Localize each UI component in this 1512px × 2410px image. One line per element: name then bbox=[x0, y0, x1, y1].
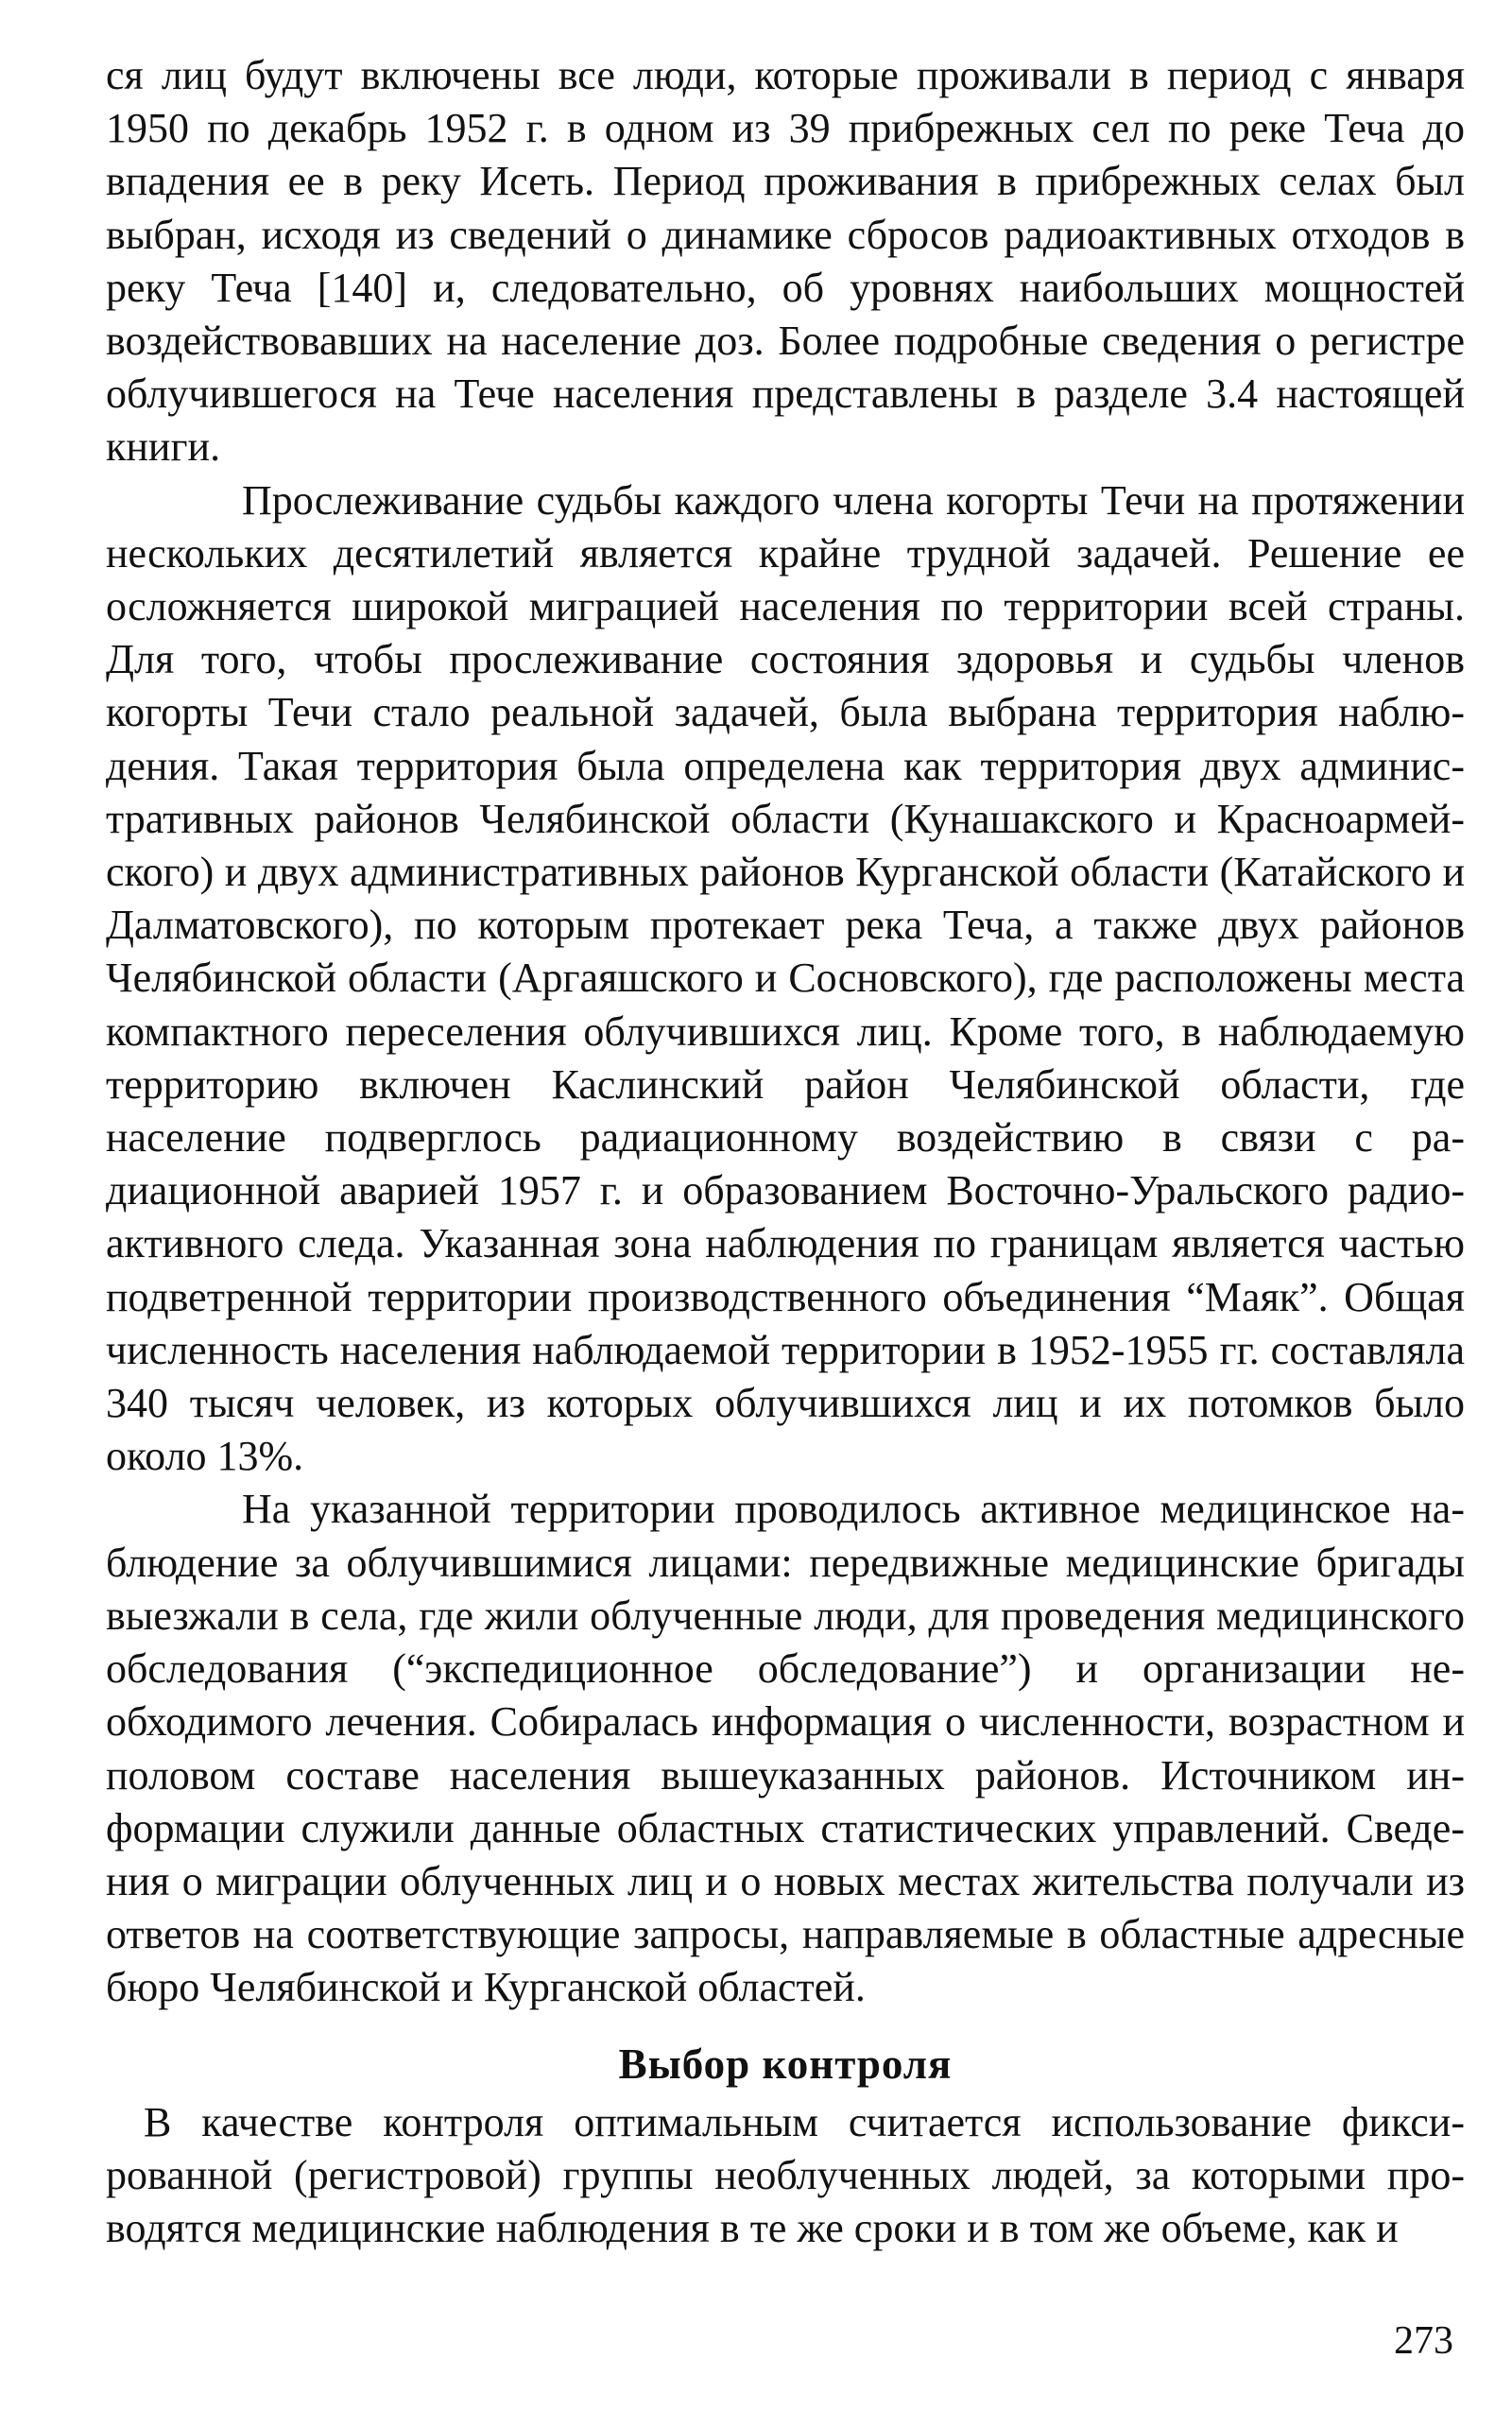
paragraph-control-selection: В качестве контроля оптимальным считается использование фиксированной (регистровой) группы необлученных людей, за которыми проводятся медицинские наблюдения в те же сроки и в том же объеме, как и bbox=[106, 2098, 1465, 2251]
section-heading: Выбор контроля bbox=[618, 2040, 953, 2088]
paragraph-medical-observation: На указанной территории проводилось активное медицинское наблюдение за облучившимися лицами: передвижные медицинские бригады выезжали в села, где жили облученные люди, для проведения медицинского обследования (“экспедиционное обследование”) и организации необходимого лечения. Собиралась информация о численности, возрастном и половом составе населения вышеуказанных районов. Источником информации служили данные областных статистических управлений. Сведения о миграции облученных лиц и о новых местах жительства получали из ответов на соответствующие запросы, направляемые в областные адресные бюро Челябинской и Курганской областей. bbox=[106, 1486, 1465, 2011]
page-number: 273 bbox=[1394, 2319, 1453, 2363]
page-text-block bbox=[106, 49, 1465, 2255]
paragraph-teche-cohort-tracking: Прослеживание судьбы каждого члена когорты Течи на протяжении нескольких десятилетий является крайне трудной задачей. Решение ее осложняется широкой миграцией населения по территории всей страны. Для того, чтобы прослеживание состояния здоровья и судьбы членов когорты Течи стало реальной задачей, была выбрана территория наблюдения. Такая территория была определена как территория двух административных районов Челябинской области (Кунашакского и Красноармейского) и двух административных районов Курганской области (Катайского и Далматовского), по которым протекает река Теча, а также двух районов Челябинской области (Аргаяшского и Сосновского), где расположены места компактного переселения облучившихся лиц. Кроме того, в наблюдаемую территорию включен Каслинский район Челябинской области, где население подверглось радиационному воздействию в связи с радиационной аварией 1957 г. и образованием Восточно-Уральского радиоактивного следа. Указанная зона наблюдения по границам является частью подветренной территории производственного объединения “Маяк”. Общая численность населения наблюдаемой территории в 1952-1955 гг. составляла 340 тысяч человек, из которых облучившихся лиц и их потомков было около 13%. bbox=[106, 476, 1465, 1480]
paragraph-continued: ся лиц будут включены все люди, которые проживали в период с января 1950 по декабрь 1952 г. в одном из 39 прибрежных сел по реке Теча до впадения ее в реку Исеть. Период проживания в прибрежных селах был выбран, исходя из сведений о динамике сбросов радиоактивных отходов в реку Теча [140] и, следовательно, об уровнях наибольших мощностей воздействовавших на население доз. Более подробные сведения о регистре облучившегося на Тече населения представлены в разделе 3.4 настоящей книги. bbox=[106, 52, 1465, 471]
